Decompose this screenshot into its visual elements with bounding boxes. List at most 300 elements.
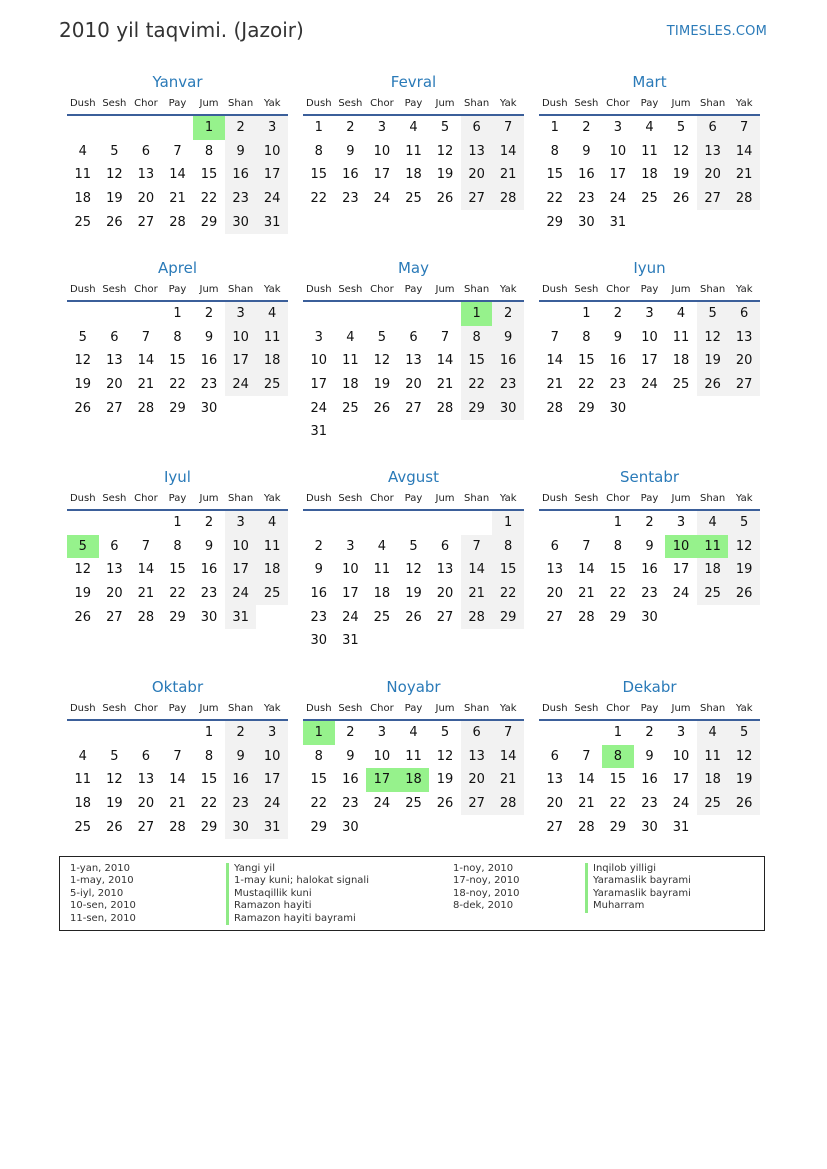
weekday-header: Shan [461,487,493,510]
weekday-header: Pay [162,697,194,720]
weekday-header: Shan [225,697,257,720]
empty-cell [492,420,524,444]
day-cell: 11 [405,748,422,764]
day-cell: 23 [342,191,359,207]
day-cell: 2 [645,515,654,531]
empty-cell [67,301,99,326]
day-cell: 18 [373,586,391,602]
day-cell: 21 [436,377,454,393]
day-cell: 20 [436,586,454,602]
day-cell: 30 [641,819,658,835]
day-cell: 25 [697,792,729,816]
day-cell: 20 [106,377,123,393]
day-cell: 29 [200,819,218,835]
day-cell: 4 [645,120,654,136]
day-cell: 8 [582,329,591,345]
day-cell: 21 [461,582,493,606]
day-cell: 29 [578,400,595,416]
day-cell: 7 [550,329,559,345]
month-iyun [539,258,760,420]
day-cell: 16 [578,167,595,183]
day-cell: 24 [256,792,288,816]
legend-date: 5-iyl, 2010 [70,887,124,899]
day-cell: 3 [346,538,355,554]
day-cell: 3 [377,120,387,136]
day-cell: 16 [200,353,218,369]
day-cell: 28 [546,400,564,416]
day-cell: 4 [256,510,288,535]
empty-cell [728,815,760,839]
day-cell: 11 [641,143,658,159]
legend-dates-left [70,863,136,925]
day-cell: 8 [173,329,182,345]
weekday-header: Shan [225,278,257,301]
day-cell: 12 [672,143,690,159]
empty-cell [398,629,430,653]
day-cell: 30 [578,214,595,230]
weekday-header: Shan [697,487,729,510]
day-cell: 17 [256,768,288,792]
weekday-header: Yak [728,697,760,720]
legend-holiday-name: Ramazon hayiti bayrami [226,913,369,925]
empty-cell [429,510,461,535]
weekday-header: Pay [634,487,666,510]
day-cell: 10 [641,329,658,345]
day-cell: 24 [225,582,257,606]
day-cell: 21 [728,163,760,187]
day-cell: 10 [665,535,697,559]
day-cell: 2 [613,306,623,322]
weekday-header: Dush [67,487,99,510]
day-cell: 19 [74,586,92,602]
weekday-header: Dush [539,92,571,115]
day-cell: 3 [314,329,323,345]
day-cell: 7 [492,720,524,745]
empty-cell [366,510,398,535]
day-cell: 13 [436,562,454,578]
day-cell: 3 [256,720,288,745]
day-cell: 16 [641,772,658,788]
month-may [303,258,524,444]
day-cell: 30 [609,400,627,416]
day-cell: 9 [204,538,214,554]
empty-cell [335,510,367,535]
day-cell: 2 [346,120,355,136]
weekday-header: Dush [303,92,335,115]
day-cell: 7 [141,329,151,345]
day-cell: 24 [373,796,391,812]
day-cell: 9 [645,538,654,554]
day-cell: 5 [676,120,686,136]
weekday-header: Sesh [335,697,367,720]
day-cell: 10 [342,562,359,578]
legend-holiday-name: Muharram [585,900,691,912]
day-cell: 18 [405,167,422,183]
day-cell: 1 [550,120,559,136]
day-cell: 2 [645,725,654,741]
day-cell: 8 [204,143,214,159]
weekday-header: Shan [697,697,729,720]
holiday-legend [59,856,765,931]
day-cell: 17 [609,167,627,183]
day-cell: 25 [74,214,92,230]
day-cell: 2 [225,720,257,745]
day-cell: 15 [546,167,564,183]
day-cell: 1 [461,301,493,326]
day-cell: 22 [461,373,493,397]
weekday-header: Pay [398,487,430,510]
weekday-header: Jum [193,697,225,720]
day-cell: 29 [200,214,218,230]
day-cell: 24 [373,191,391,207]
day-cell: 25 [256,373,288,397]
day-cell: 30 [492,396,524,420]
day-cell: 1 [613,515,623,531]
day-cell: 6 [409,329,418,345]
month-name: Iyul [164,468,191,486]
day-cell: 14 [137,353,155,369]
day-cell: 23 [342,796,359,812]
weekday-header: Shan [225,92,257,115]
weekday-header: Chor [130,487,162,510]
day-cell: 30 [225,210,257,234]
weekday-header: Yak [728,92,760,115]
day-cell: 28 [169,214,186,230]
empty-cell [130,301,162,326]
site-brand[interactable]: TIMESLES.COM [666,24,767,39]
day-cell: 7 [440,329,450,345]
day-cell: 12 [436,748,454,764]
day-cell: 21 [492,768,524,792]
day-cell: 23 [200,586,218,602]
day-cell: 29 [492,605,524,629]
day-cell: 18 [74,796,92,812]
day-cell: 1 [582,306,591,322]
day-cell: 29 [609,609,627,625]
month-mart [539,72,760,234]
day-cell: 15 [310,167,328,183]
day-cell: 9 [645,748,654,764]
day-cell: 5 [440,725,450,741]
day-cell: 8 [602,745,634,769]
day-cell: 6 [697,115,729,140]
empty-cell [461,420,493,444]
day-cell: 3 [676,515,686,531]
weekday-header: Dush [67,278,99,301]
day-cell: 8 [461,326,493,350]
day-cell: 19 [74,377,92,393]
month-name: Oktabr [151,678,204,696]
legend-holiday-name: Yangi yil [226,863,369,875]
month-name: Avgust [388,468,439,486]
day-cell: 26 [106,819,123,835]
day-cell: 30 [641,609,658,625]
empty-cell [130,510,162,535]
weekday-header: Sesh [99,487,131,510]
weekday-header: Sesh [335,487,367,510]
day-cell: 21 [137,586,155,602]
day-cell: 17 [672,562,690,578]
empty-cell [67,115,99,140]
weekday-header: Dush [539,697,571,720]
weekday-header: Sesh [571,487,603,510]
day-cell: 3 [225,301,257,326]
day-cell: 6 [440,538,450,554]
day-cell: 15 [609,772,627,788]
empty-cell [539,301,571,326]
day-cell: 22 [310,796,328,812]
day-cell: 21 [546,377,564,393]
day-cell: 11 [342,353,359,369]
day-cell: 20 [728,349,760,373]
day-cell: 19 [373,377,391,393]
day-cell: 17 [641,353,658,369]
page-title: 2010 yil taqvimi. (Jazoir) [59,18,304,42]
weekday-header: Jum [429,92,461,115]
day-cell: 10 [256,745,288,769]
empty-cell [99,720,131,745]
weekday-header: Chor [366,92,398,115]
day-cell: 13 [461,140,493,164]
day-cell: 20 [137,796,155,812]
day-cell: 1 [303,720,335,745]
day-cell: 3 [645,306,654,322]
month-name: May [397,259,429,277]
day-cell: 25 [641,191,658,207]
weekday-header: Chor [602,697,634,720]
day-cell: 13 [106,562,123,578]
day-cell: 25 [373,609,391,625]
day-cell: 22 [609,586,627,602]
day-cell: 2 [492,301,524,326]
day-cell: 4 [377,538,387,554]
day-cell: 4 [409,120,418,136]
day-cell: 10 [256,140,288,164]
day-cell: 11 [74,167,92,183]
day-cell: 19 [697,349,729,373]
day-cell: 5 [697,301,729,326]
month-iyul [67,467,288,629]
empty-cell [697,605,729,629]
legend-date: 17-noy, 2010 [453,875,520,887]
month-name: Dekabr [622,678,677,696]
day-cell: 5 [110,748,119,764]
empty-cell [697,815,729,839]
empty-cell [162,720,194,745]
day-cell: 22 [200,796,218,812]
weekday-header: Jum [193,92,225,115]
day-cell: 24 [609,191,627,207]
day-cell: 17 [342,586,359,602]
day-cell: 23 [225,187,257,211]
month-noyabr [303,677,524,839]
empty-cell [728,396,760,420]
day-cell: 4 [78,748,87,764]
day-cell: 6 [141,143,151,159]
legend-date: 1-yan, 2010 [70,863,130,874]
empty-cell [256,396,288,420]
weekday-header: Yak [256,278,288,301]
day-cell: 16 [200,562,218,578]
day-cell: 29 [461,396,493,420]
empty-cell [429,815,461,839]
day-cell: 18 [398,768,430,792]
day-cell: 3 [225,510,257,535]
empty-cell [539,720,571,745]
weekday-header: Jum [193,487,225,510]
day-cell: 16 [310,586,328,602]
day-cell: 20 [546,586,564,602]
day-cell: 17 [256,163,288,187]
day-cell: 4 [409,725,418,741]
weekday-header: Shan [225,487,257,510]
weekday-header: Jum [193,278,225,301]
day-cell: 21 [578,796,595,812]
day-cell: 24 [641,377,658,393]
empty-cell [67,720,99,745]
day-cell: 4 [697,720,729,745]
empty-cell [398,510,430,535]
empty-cell [728,210,760,234]
day-cell: 22 [310,191,328,207]
weekday-header: Yak [492,697,524,720]
empty-cell [665,210,697,234]
empty-cell [429,420,461,444]
day-cell: 12 [74,562,92,578]
empty-cell [429,301,461,326]
day-cell: 3 [377,725,387,741]
day-cell: 19 [436,772,454,788]
day-cell: 25 [697,582,729,606]
empty-cell [634,396,666,420]
day-cell: 11 [74,772,92,788]
day-cell: 11 [697,535,729,559]
day-cell: 7 [173,748,182,764]
weekday-header: Chor [602,278,634,301]
empty-cell [162,115,194,140]
day-cell: 16 [225,163,257,187]
day-cell: 2 [314,538,323,554]
legend-date: 10-sen, 2010 [70,900,136,912]
day-cell: 24 [225,373,257,397]
empty-cell [492,629,524,653]
day-cell: 23 [641,796,658,812]
day-cell: 3 [676,725,686,741]
day-cell: 5 [440,120,450,136]
day-cell: 1 [314,120,323,136]
month-oktabr [67,677,288,839]
day-cell: 9 [225,140,257,164]
weekday-header: Pay [162,487,194,510]
day-cell: 5 [67,535,99,559]
day-cell: 11 [672,329,690,345]
day-cell: 31 [225,605,257,629]
weekday-header: Shan [461,697,493,720]
day-cell: 12 [697,326,729,350]
weekday-header: Chor [366,278,398,301]
day-cell: 20 [137,191,155,207]
day-cell: 18 [342,377,359,393]
weekday-header: Pay [398,278,430,301]
day-cell: 7 [461,535,493,559]
day-cell: 27 [106,400,123,416]
day-cell: 4 [346,329,355,345]
day-cell: 28 [728,187,760,211]
legend-names-right [585,863,691,913]
weekday-header: Pay [162,92,194,115]
day-cell: 10 [672,748,690,764]
weekday-header: Sesh [571,697,603,720]
weekday-header: Sesh [99,92,131,115]
day-cell: 29 [169,400,186,416]
day-cell: 7 [141,538,151,554]
day-cell: 6 [461,720,493,745]
day-cell: 24 [256,187,288,211]
weekday-header: Chor [130,697,162,720]
weekday-header: Chor [602,487,634,510]
legend-date: 11-sen, 2010 [70,912,136,924]
day-cell: 30 [310,633,328,649]
day-cell: 7 [492,115,524,140]
day-cell: 24 [310,400,328,416]
weekday-header: Dush [539,487,571,510]
day-cell: 7 [173,143,182,159]
empty-cell [429,629,461,653]
day-cell: 20 [461,768,493,792]
legend-holiday-name: Yaramaslik bayrami [585,875,691,887]
weekday-header: Yak [256,697,288,720]
day-cell: 5 [110,143,119,159]
day-cell: 31 [342,633,359,649]
day-cell: 2 [204,306,214,322]
month-name: Mart [632,73,667,91]
day-cell: 15 [492,558,524,582]
day-cell: 15 [200,167,218,183]
day-cell: 13 [728,326,760,350]
weekday-header: Jum [429,697,461,720]
day-cell: 22 [169,377,186,393]
day-cell: 4 [676,306,686,322]
day-cell: 18 [256,558,288,582]
day-cell: 22 [609,796,627,812]
empty-cell [303,510,335,535]
day-cell: 12 [106,772,123,788]
weekday-header: Chor [130,92,162,115]
day-cell: 23 [609,377,627,393]
day-cell: 28 [137,400,155,416]
weekday-header: Pay [398,92,430,115]
legend-dates-right [453,863,520,913]
day-cell: 18 [697,768,729,792]
day-cell: 20 [106,586,123,602]
day-cell: 13 [137,167,155,183]
day-cell: 8 [613,538,623,554]
day-cell: 17 [373,167,391,183]
day-cell: 20 [405,377,422,393]
day-cell: 5 [409,538,418,554]
day-cell: 21 [492,163,524,187]
day-cell: 19 [405,586,422,602]
day-cell: 12 [436,143,454,159]
day-cell: 20 [461,163,493,187]
empty-cell [256,605,288,629]
weekday-header: Pay [634,92,666,115]
weekday-header: Sesh [335,278,367,301]
month-name: Yanvar [152,73,203,91]
day-cell: 13 [405,353,422,369]
day-cell: 19 [106,796,123,812]
day-cell: 12 [728,535,760,559]
